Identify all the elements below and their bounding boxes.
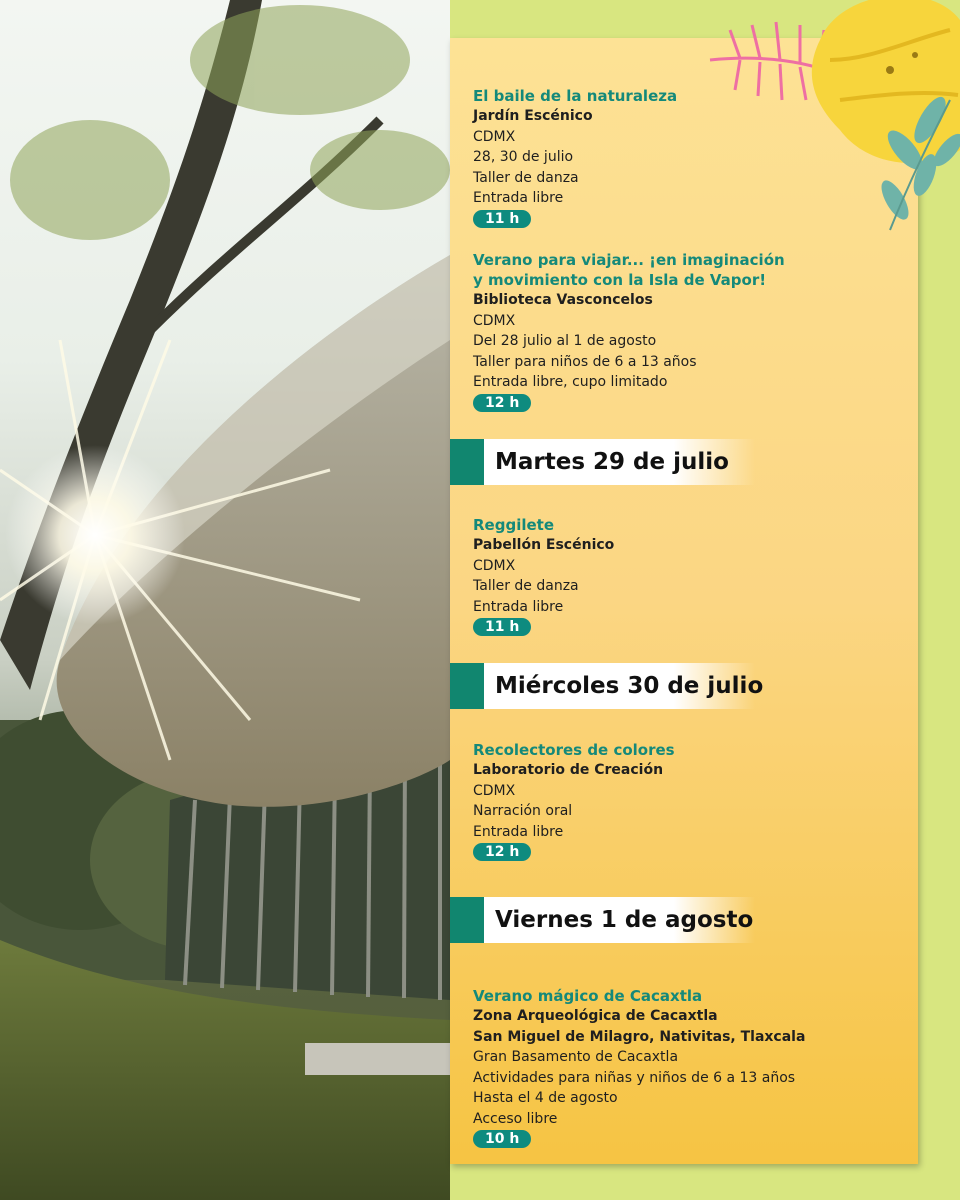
event-location: San Miguel de Milagro, Nativitas, Tlaxcala	[473, 1028, 806, 1045]
event-venue: Pabellón Escénico	[473, 537, 615, 553]
event-detail: 28, 30 de julio	[473, 149, 574, 165]
time-badge: 11 h	[473, 618, 531, 636]
event-title: Verano mágico de Cacaxtla	[473, 987, 703, 1005]
day-header-viernes	[450, 897, 754, 943]
event-detail: Taller de danza	[473, 578, 579, 594]
event-detail: Taller de danza	[473, 169, 579, 186]
event-title: El baile de la naturaleza	[473, 87, 678, 105]
event-title: Recolectores de colores	[473, 741, 675, 759]
event-recolectores-de-colores	[473, 740, 675, 863]
building-photo	[0, 0, 450, 1200]
event-detail: CDMX	[473, 312, 516, 329]
event-reggilete	[473, 515, 614, 638]
time-badge: 10 h	[473, 1130, 531, 1148]
day-header-tab	[450, 439, 484, 485]
day-header-tab	[450, 663, 484, 709]
event-detail: Acceso libre	[473, 1110, 558, 1127]
tropical-leaves-decoration	[700, 0, 960, 245]
event-venue: Zona Arqueológica de Cacaxtla	[473, 1008, 718, 1024]
day-header-label: Martes 29 de julio	[484, 439, 755, 485]
event-title-line-1: Verano para viajar... ¡en imaginación	[473, 251, 785, 269]
event-detail: Entrada libre	[473, 823, 564, 840]
event-detail: Entrada libre	[473, 598, 564, 615]
event-venue: Jardín Escénico	[473, 108, 593, 124]
event-detail: CDMX	[473, 557, 516, 574]
event-detail: Hasta el 4 de agosto	[473, 1090, 618, 1106]
event-detail: CDMX	[473, 782, 516, 799]
event-venue: Biblioteca Vasconcelos	[473, 292, 653, 308]
event-detail: Gran Basamento de Cacaxtla	[473, 1049, 679, 1065]
event-detail: Taller para niños de 6 a 13 años	[473, 353, 697, 370]
day-header-martes	[450, 439, 750, 485]
time-badge: 12 h	[473, 394, 531, 412]
event-title-line-2: y movimiento con la Isla de Vapor!	[473, 271, 767, 289]
event-detail: Entrada libre, cupo limitado	[473, 374, 668, 390]
event-title: Reggilete	[473, 516, 554, 534]
event-verano-magico-de-cacaxtla	[473, 986, 805, 1150]
event-detail: Narración oral	[473, 803, 573, 819]
time-badge: 12 h	[473, 843, 531, 861]
day-header-miercoles	[450, 663, 764, 709]
day-header-label: Miércoles 30 de julio	[484, 663, 755, 709]
event-el-baile-de-la-naturaleza	[473, 86, 677, 229]
day-header-label: Viernes 1 de agosto	[484, 897, 755, 943]
day-header-tab	[450, 897, 484, 943]
event-verano-para-viajar	[473, 250, 785, 413]
event-detail: Del 28 julio al 1 de agosto	[473, 333, 657, 349]
time-badge: 11 h	[473, 210, 531, 228]
event-venue: Laboratorio de Creación	[473, 762, 664, 778]
event-detail: CDMX	[473, 128, 516, 145]
event-detail: Actividades para niñas y niños de 6 a 13 años	[473, 1069, 796, 1086]
event-detail: Entrada libre	[473, 190, 564, 206]
